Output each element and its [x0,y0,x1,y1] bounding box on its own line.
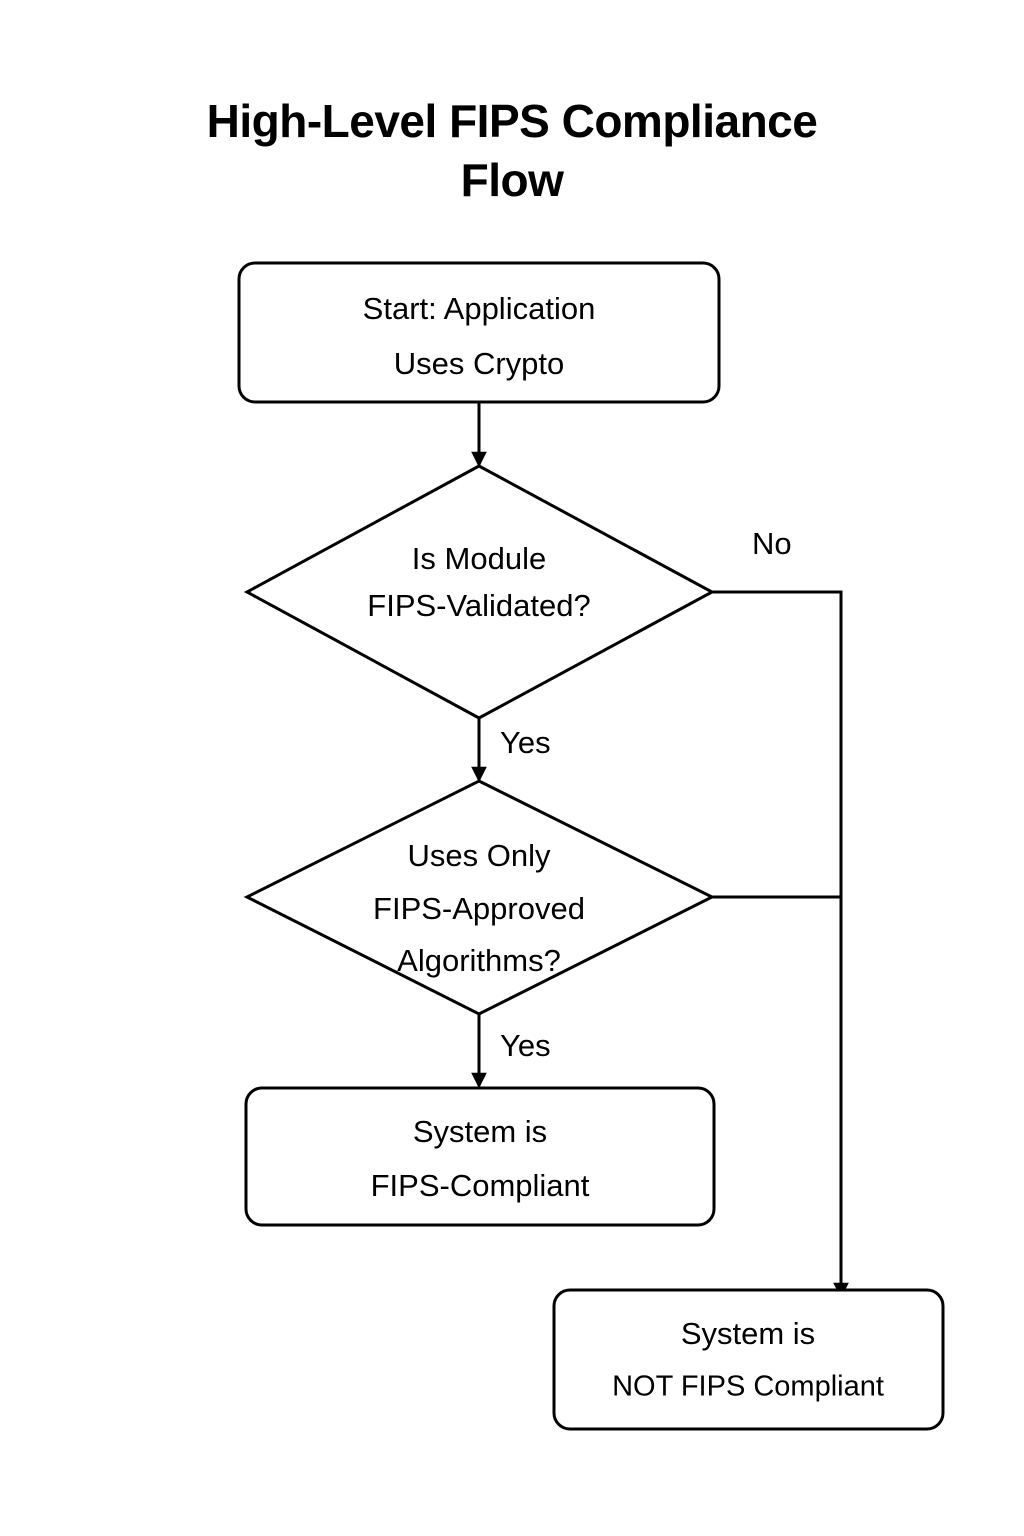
node-start-line-2: Uses Crypto [393,346,565,382]
node-decision1-line-1: Is Module [411,541,547,577]
node-compliant-line-1: System is [412,1114,548,1150]
node-not-compliant-line-2: NOT FIPS Compliant [612,1370,884,1403]
edge-label-yes-first: Yes [500,725,551,761]
node-decision2-line-2: FIPS-Approved [373,891,585,927]
edge-decision1-no [712,592,841,1296]
node-decision-module-validated[interactable] [247,466,712,718]
page-title-line-2: Flow [460,153,564,206]
node-start[interactable] [239,263,719,402]
node-not-compliant-line-1: System is [680,1316,816,1352]
node-system-not-compliant[interactable] [554,1290,943,1429]
node-decision2-line-3: Algorithms? [397,943,561,979]
edge-label-yes-second: Yes [500,1028,551,1064]
page-title-line-1: High-Level FIPS Compliance [206,95,818,147]
edge-label-no: No [752,526,792,562]
node-start-line-1: Start: Application [362,291,596,327]
node-decision-approved-algorithms[interactable] [247,781,712,1014]
node-decision1-line-2: FIPS-Validated? [367,588,591,624]
node-system-compliant[interactable] [246,1088,714,1225]
node-decision2-line-1: Uses Only [407,838,551,874]
node-compliant-line-2: FIPS-Compliant [370,1168,590,1204]
